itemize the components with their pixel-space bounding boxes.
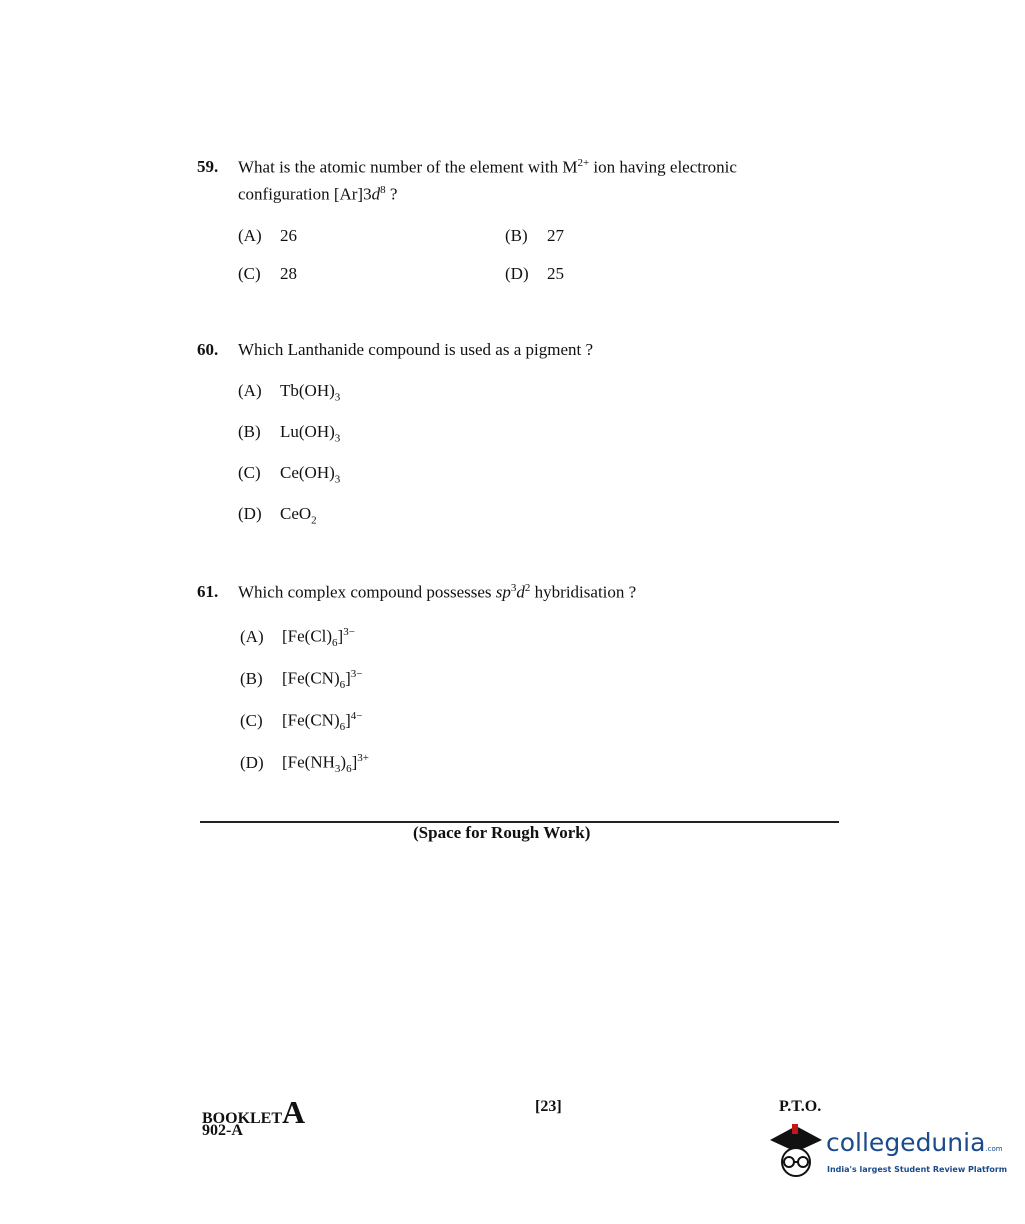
option-61-c: (C) $[Fe(CN)_6]^{4-}$: [240, 710, 363, 734]
question-59-text-line1: What is the atomic number of the element with $M^{2+}$ ion having electronic: [238, 157, 737, 177]
booklet-letter: A: [282, 1094, 306, 1130]
question-number: 61.: [197, 582, 219, 601]
option-60-d: (D) CeO$_2$: [238, 504, 317, 527]
question-60-text: Which Lanthanide compound is used as a pigment ?: [238, 340, 594, 359]
booklet-code: 902-A: [202, 1122, 243, 1139]
question-59-text-line2: configuration $[Ar]3d^8$ ?: [238, 184, 398, 204]
question-59: [197, 157, 218, 177]
question-61: [197, 582, 218, 602]
option-60-a: (A) $Tb(OH)_3$: [238, 381, 341, 404]
question-number: 59.: [197, 157, 219, 176]
pto-label: P.T.O.: [779, 1098, 822, 1115]
option-61-a: (A) $[Fe(Cl)_6]^{3-}$: [240, 626, 355, 650]
question-number: 60.: [197, 340, 219, 359]
option-60-b: (B) $Lu(OH)_3$: [238, 422, 341, 445]
option-61-b: (B) $[Fe(CN)_6]^{3-}$: [240, 668, 363, 692]
mascot-icon: [766, 1120, 824, 1180]
option-60-c: (C) $Ce(OH)_3$: [238, 463, 341, 486]
question-61-text: Which complex compound possesses $sp^3d^2$ hybridisation ?: [238, 582, 637, 602]
option-59-b: (B) 27: [505, 226, 564, 245]
rough-work-label: (Space for Rough Work): [413, 823, 591, 842]
logo-tagline: India's largest Student Review Platform: [827, 1165, 1008, 1174]
logo-name: collegedunia: [826, 1128, 986, 1157]
question-60: [197, 340, 218, 360]
option-59-c: (C) 28: [238, 264, 297, 283]
logo-suffix: .com: [985, 1145, 1003, 1153]
booklet-label: BOOKLETA: [202, 1094, 306, 1130]
option-59-a: (A) 26: [238, 226, 297, 245]
page-number: [23]: [535, 1098, 562, 1115]
option-59-d: (D) 25: [505, 264, 564, 283]
collegedunia-logo: [766, 1120, 1008, 1188]
option-61-d: (D) $[Fe(NH_3)_6]^{3+}$: [240, 752, 369, 776]
